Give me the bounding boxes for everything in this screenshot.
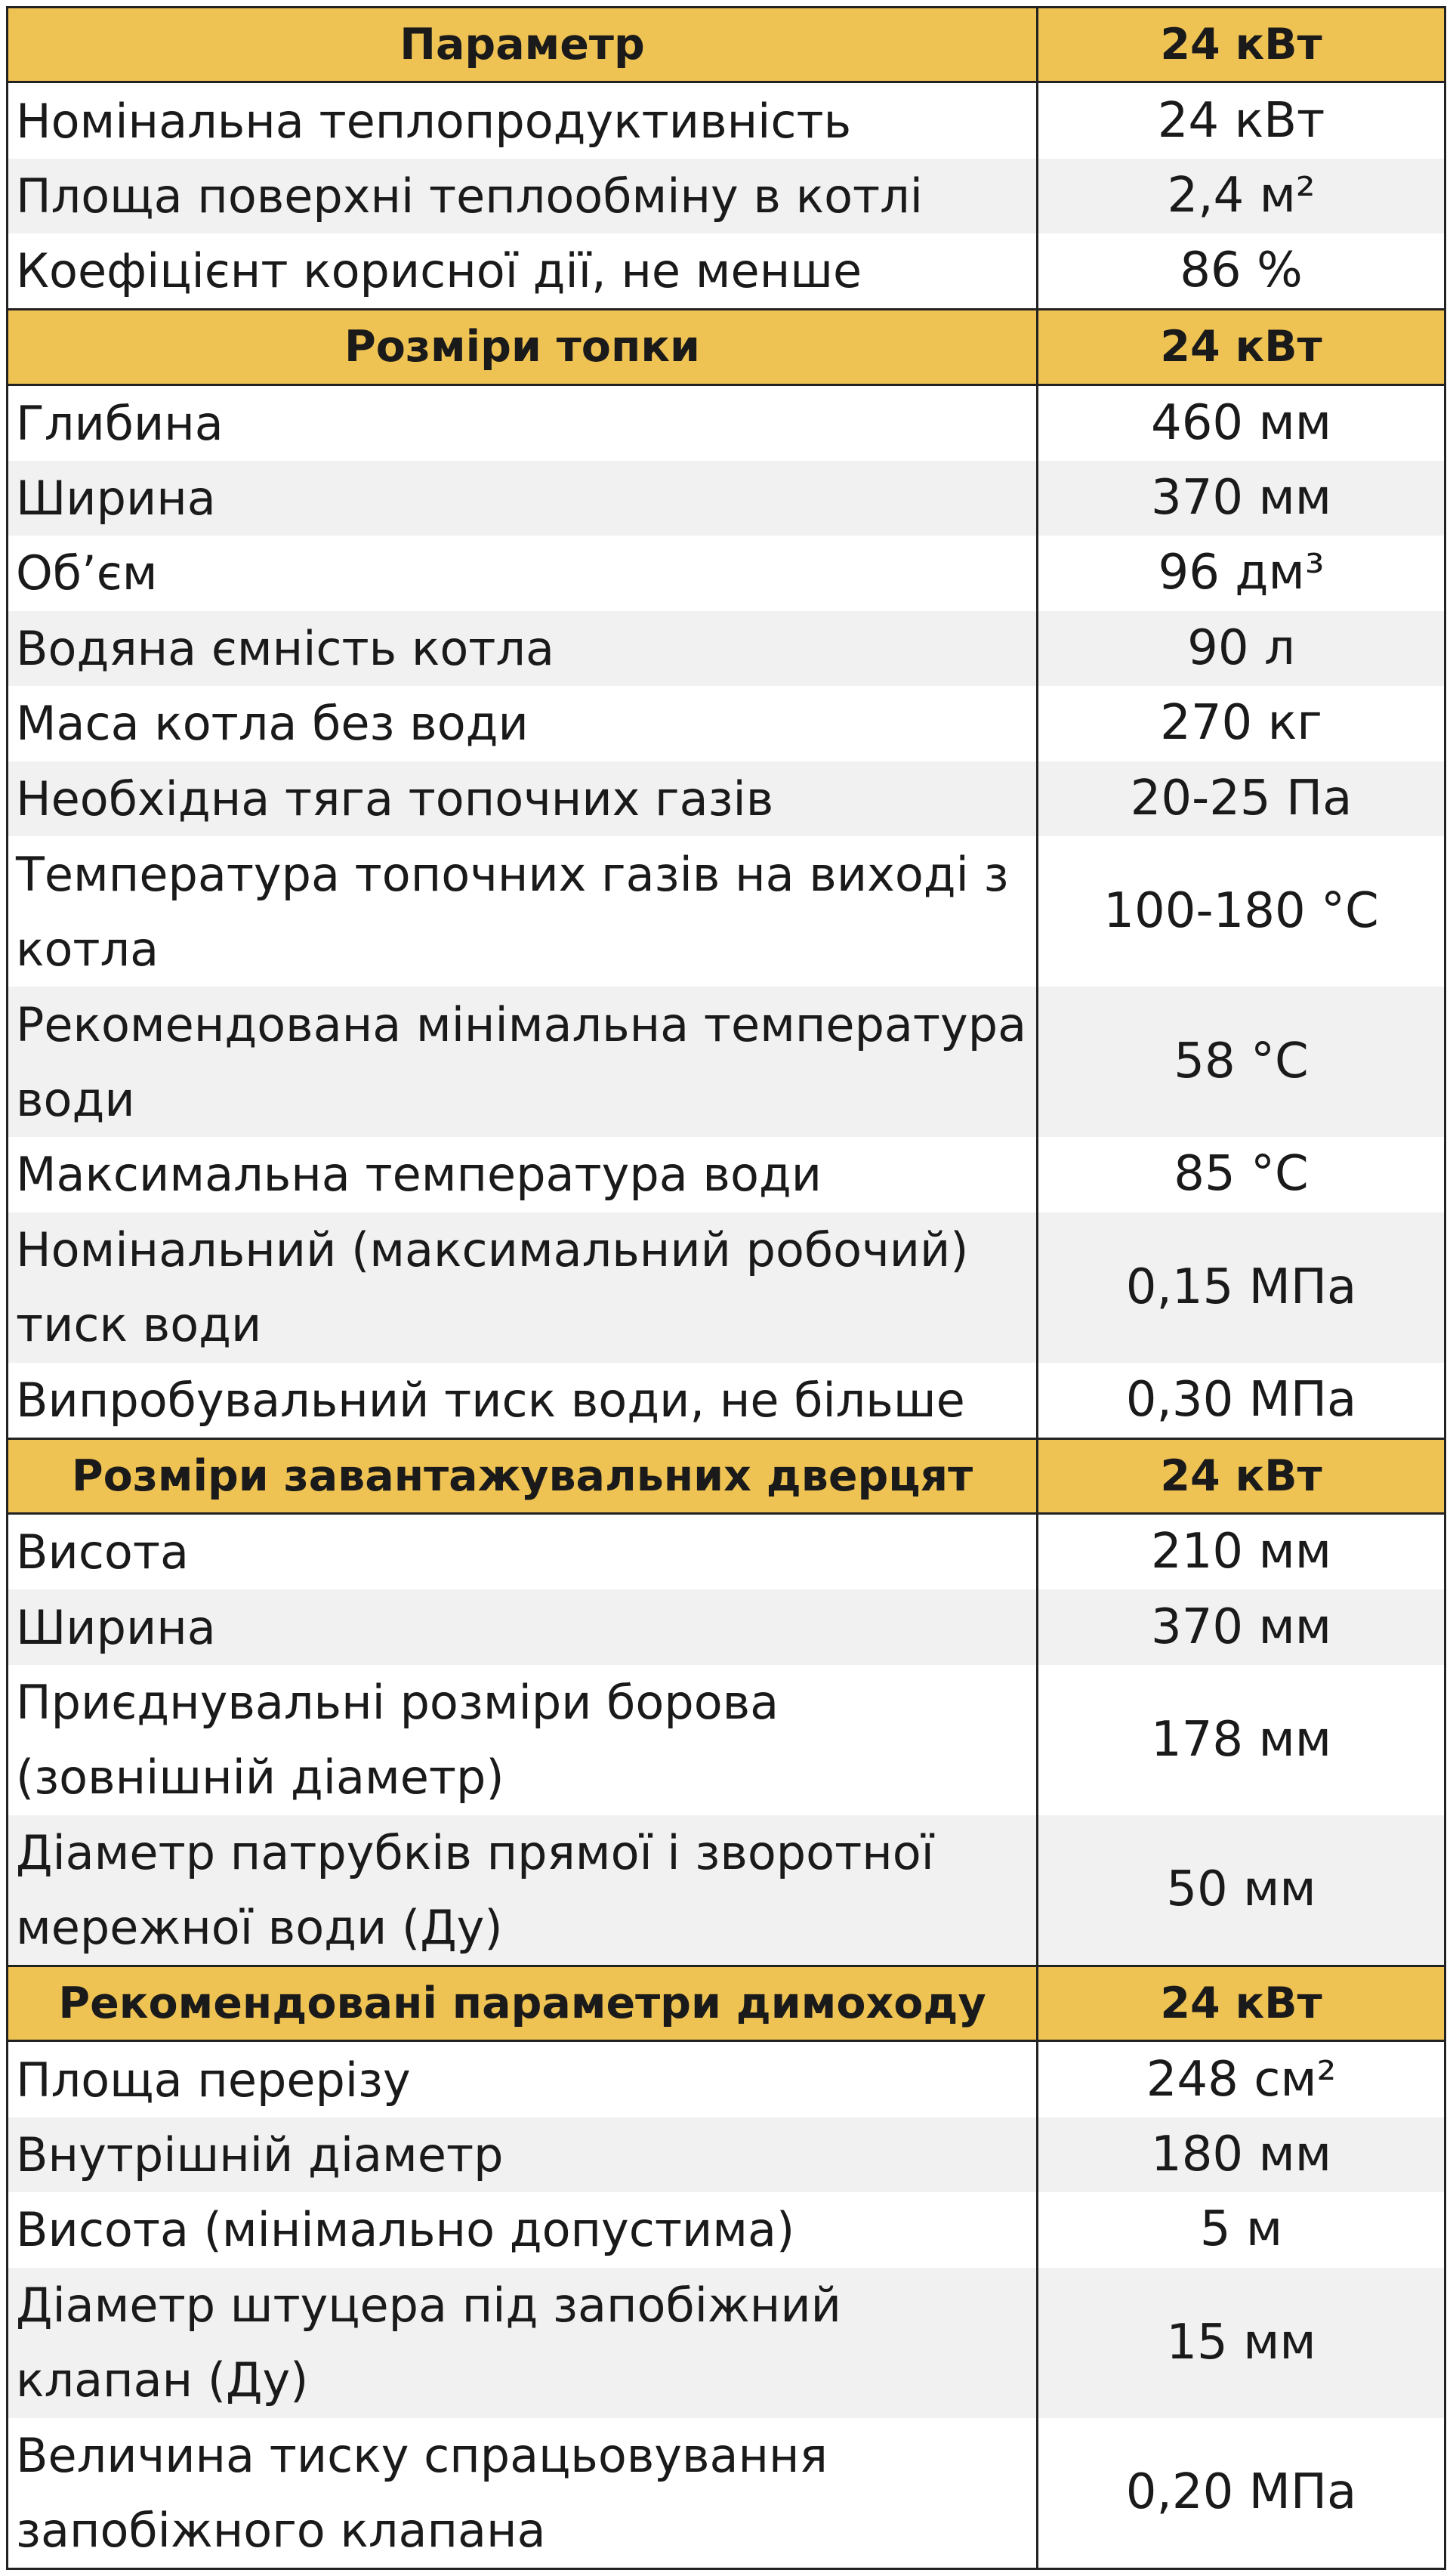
value-cell: 0,15 МПа — [1038, 1212, 1445, 1363]
table-row — [8, 611, 1445, 686]
param-cell: Максимальна температура води — [8, 1137, 1038, 1212]
table-row — [8, 2192, 1445, 2267]
header-param: Рекомендовані параметри димоходу — [8, 1966, 1038, 2041]
param-cell: Глибина — [8, 385, 1038, 461]
section-header-row — [8, 8, 1445, 82]
value-cell: 85 °C — [1038, 1137, 1445, 1212]
table-row — [8, 82, 1445, 159]
value-cell: 0,20 МПа — [1038, 2418, 1445, 2569]
value-cell: 24 кВт — [1038, 82, 1445, 159]
value-cell: 100-180 °C — [1038, 836, 1445, 987]
param-cell: Водяна ємність котла — [8, 611, 1038, 686]
header-param: Розміри топки — [8, 310, 1038, 385]
table-row — [8, 836, 1445, 987]
value-cell: 210 мм — [1038, 1514, 1445, 1590]
section-header-row — [8, 1966, 1445, 2041]
value-cell: 180 мм — [1038, 2117, 1445, 2192]
param-cell: Коефіцієнт корисної дії, не менше — [8, 233, 1038, 310]
param-cell: Ширина — [8, 461, 1038, 536]
param-cell: Номінальна теплопродуктивність — [8, 82, 1038, 159]
param-cell: Площа перерізу — [8, 2041, 1038, 2117]
param-cell: Висота — [8, 1514, 1038, 1590]
table-row — [8, 536, 1445, 610]
table-row — [8, 987, 1445, 1137]
header-param: Розміри завантажувальних дверцят — [8, 1438, 1038, 1513]
param-cell: Площа поверхні теплообміну в котлі — [8, 159, 1038, 233]
value-cell: 20-25 Па — [1038, 761, 1445, 836]
table-row — [8, 2268, 1445, 2418]
table-row — [8, 1815, 1445, 1966]
param-cell: Діаметр патрубків прямої і зворотної мережної води (Ду) — [8, 1815, 1038, 1966]
table-row — [8, 1589, 1445, 1664]
table-row — [8, 2418, 1445, 2569]
table-row — [8, 761, 1445, 836]
header-value: 24 кВт — [1038, 1438, 1445, 1513]
table-row — [8, 1137, 1445, 1212]
section-header-row — [8, 310, 1445, 385]
table-row — [8, 2041, 1445, 2117]
table-row — [8, 2117, 1445, 2192]
section-header-row — [8, 1438, 1445, 1513]
header-param: Параметр — [8, 8, 1038, 82]
value-cell: 178 мм — [1038, 1665, 1445, 1815]
param-cell: Необхідна тяга топочних газів — [8, 761, 1038, 836]
param-cell: Висота (мінімально допустима) — [8, 2192, 1038, 2267]
table-row — [8, 1363, 1445, 1439]
table-row — [8, 233, 1445, 310]
value-cell: 96 дм³ — [1038, 536, 1445, 610]
param-cell: Номінальний (максимальний робочий) тиск води — [8, 1212, 1038, 1363]
value-cell: 370 мм — [1038, 461, 1445, 536]
value-cell: 2,4 м² — [1038, 159, 1445, 233]
param-cell: Температура топочних газів на виході з котла — [8, 836, 1038, 987]
value-cell: 370 мм — [1038, 1589, 1445, 1664]
header-value: 24 кВт — [1038, 1966, 1445, 2041]
value-cell: 0,30 МПа — [1038, 1363, 1445, 1439]
param-cell: Діаметр штуцера під запобіжний клапан (Ду) — [8, 2268, 1038, 2418]
param-cell: Ширина — [8, 1589, 1038, 1664]
header-value: 24 кВт — [1038, 8, 1445, 82]
param-cell: Об’єм — [8, 536, 1038, 610]
param-cell: Величина тиску спрацьовування запобіжного клапана — [8, 2418, 1038, 2569]
table-row — [8, 385, 1445, 461]
value-cell: 58 °C — [1038, 987, 1445, 1137]
value-cell: 248 см² — [1038, 2041, 1445, 2117]
value-cell: 86 % — [1038, 233, 1445, 310]
table-row — [8, 1212, 1445, 1363]
table-row — [8, 461, 1445, 536]
table-row — [8, 1514, 1445, 1590]
value-cell: 270 кг — [1038, 686, 1445, 761]
table-row — [8, 1665, 1445, 1815]
value-cell: 460 мм — [1038, 385, 1445, 461]
header-value: 24 кВт — [1038, 310, 1445, 385]
value-cell: 15 мм — [1038, 2268, 1445, 2418]
param-cell: Рекомендована мінімальна температура води — [8, 987, 1038, 1137]
value-cell: 90 л — [1038, 611, 1445, 686]
param-cell: Приєднувальні розміри борова (зовнішній діаметр) — [8, 1665, 1038, 1815]
param-cell: Маса котла без води — [8, 686, 1038, 761]
value-cell: 5 м — [1038, 2192, 1445, 2267]
value-cell: 50 мм — [1038, 1815, 1445, 1966]
spec-table — [6, 6, 1446, 2570]
param-cell: Внутрішній діаметр — [8, 2117, 1038, 2192]
table-row — [8, 686, 1445, 761]
table-row — [8, 159, 1445, 233]
param-cell: Випробувальний тиск води, не більше — [8, 1363, 1038, 1439]
